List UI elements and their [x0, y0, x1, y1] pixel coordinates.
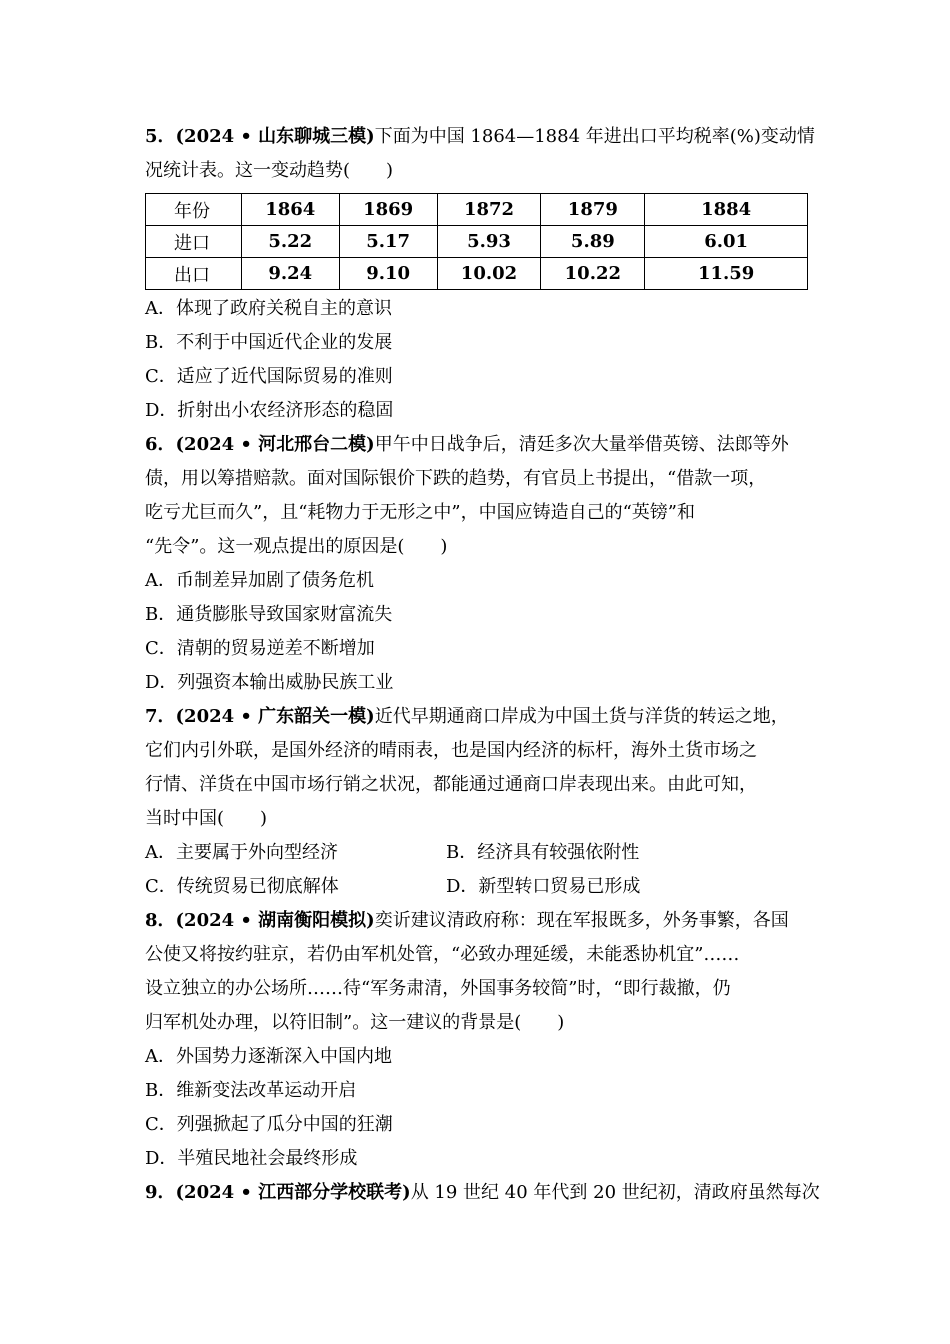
question-source: (2024 • 河北邢台二模)	[175, 434, 375, 455]
question-9	[145, 1176, 820, 1210]
question-number: 5．	[145, 126, 176, 147]
table-header-cell: 1869	[339, 194, 437, 226]
table-header-cell: 1879	[541, 194, 645, 226]
table-row-export	[146, 258, 808, 290]
question-stem-text: 甲午中日战争后，清廷多次大量举借英镑、法郎等外	[374, 434, 789, 455]
question-number: 6．	[145, 434, 176, 455]
table-cell: 10.02	[437, 258, 541, 290]
option-a: A．外国势力逐渐深入中国内地	[145, 1046, 392, 1067]
question-8-stem-line-4: 归军机处办理，以符旧制”。这一建议的背景是( )	[145, 1012, 565, 1033]
question-8-stem-line-1	[145, 904, 810, 938]
table-header-cell: 年份	[146, 194, 242, 226]
option-row	[145, 836, 810, 870]
question-7-stem-line-3: 行情、洋货在中国市场行销之状况，都能通过通商口岸表现出来。由此可知，	[145, 774, 757, 795]
question-9-stem-line-1	[145, 1176, 820, 1210]
question-7	[145, 700, 810, 904]
option-c: C．列强掀起了瓜分中国的狂潮	[145, 1114, 393, 1135]
option-b: B．经济具有较强依附性	[446, 842, 640, 863]
table-cell: 5.17	[339, 226, 437, 258]
question-5	[145, 120, 815, 428]
option-b: B．通货膨胀导致国家财富流失	[145, 604, 393, 625]
question-6-stem-line-1	[145, 428, 810, 462]
question-page	[145, 120, 820, 1210]
question-number: 7．	[145, 706, 176, 727]
question-6-stem-line-4: “先令”。这一观点提出的原因是( )	[145, 536, 448, 557]
table-header-row	[146, 194, 808, 226]
table-cell: 11.59	[645, 258, 808, 290]
question-source: (2024 • 江西部分学校联考)	[175, 1182, 411, 1203]
question-source: (2024 • 广东韶关一模)	[175, 706, 375, 727]
question-stem-text: 近代早期通商口岸成为中国土货与洋货的转运之地，	[374, 706, 789, 727]
question-6-stem-line-2: 债，用以筹措赔款。面对国际银价下跌的趋势，有官员上书提出，“借款一项，	[145, 468, 767, 489]
table-cell: 5.22	[241, 226, 339, 258]
table-cell: 出口	[146, 258, 242, 290]
question-number: 8．	[145, 910, 176, 931]
question-stem-text: 下面为中国 1864—1884 年进出口平均税率(%)变动情	[374, 126, 815, 147]
question-5-stem-line-2: 况统计表。这一变动趋势( )	[145, 160, 394, 181]
option-c: C．清朝的贸易逆差不断增加	[145, 638, 375, 659]
option-d: D．列强资本输出威胁民族工业	[145, 672, 394, 693]
table-header-cell: 1864	[241, 194, 339, 226]
option-row	[145, 870, 810, 904]
question-7-stem-line-1	[145, 700, 810, 734]
option-a: A．主要属于外向型经济	[145, 842, 338, 863]
question-8-stem-line-3: 设立独立的办公场所……待“军务肃清，外国事务较简”时，“即行裁撤，仍	[145, 978, 731, 999]
option-a: A．体现了政府关税自主的意识	[145, 298, 392, 319]
table-cell: 进口	[146, 226, 242, 258]
question-stem-text: 从 19 世纪 40 年代到 20 世纪初，清政府虽然每次	[410, 1182, 820, 1203]
tax-rate-table	[145, 193, 808, 290]
option-d: D．新型转口贸易已形成	[446, 876, 641, 897]
question-source: (2024 • 山东聊城三模)	[175, 126, 375, 147]
option-d: D．折射出小农经济形态的稳固	[145, 400, 394, 421]
question-6-stem-line-3: 吃亏尤巨而久”，且“耗物力于无形之中”，中国应铸造自己的“英镑”和	[145, 502, 696, 523]
question-6	[145, 428, 810, 700]
option-c: C．传统贸易已彻底解体	[145, 876, 339, 897]
question-7-stem-line-4: 当时中国( )	[145, 808, 268, 829]
question-source: (2024 • 湖南衡阳模拟)	[175, 910, 375, 931]
table-header-cell: 1872	[437, 194, 541, 226]
option-a: A．币制差异加剧了债务危机	[145, 570, 374, 591]
question-stem-text: 奕䜣建议清政府称：现在军报既多，外务事繁，各国	[374, 910, 789, 931]
table-cell: 5.89	[541, 226, 645, 258]
table-cell: 9.24	[241, 258, 339, 290]
table-cell: 10.22	[541, 258, 645, 290]
option-b: B．维新变法改革运动开启	[145, 1080, 357, 1101]
table-cell: 9.10	[339, 258, 437, 290]
table-header-cell: 1884	[645, 194, 808, 226]
question-number: 9．	[145, 1182, 176, 1203]
option-c: C．适应了近代国际贸易的准则	[145, 366, 393, 387]
option-b: B．不利于中国近代企业的发展	[145, 332, 393, 353]
option-d: D．半殖民地社会最终形成	[145, 1148, 358, 1169]
table-cell: 6.01	[645, 226, 808, 258]
question-5-stem-line-1	[145, 120, 815, 154]
question-8-stem-line-2: 公使又将按约驻京，若仍由军机处管，“必致办理延缓，未能悉协机宜”……	[145, 944, 740, 965]
question-7-stem-line-2: 它们内引外联，是国外经济的晴雨表，也是国内经济的标杆，海外土货市场之	[145, 740, 757, 761]
question-8	[145, 904, 810, 1176]
table-cell: 5.93	[437, 226, 541, 258]
table-row-import	[146, 226, 808, 258]
